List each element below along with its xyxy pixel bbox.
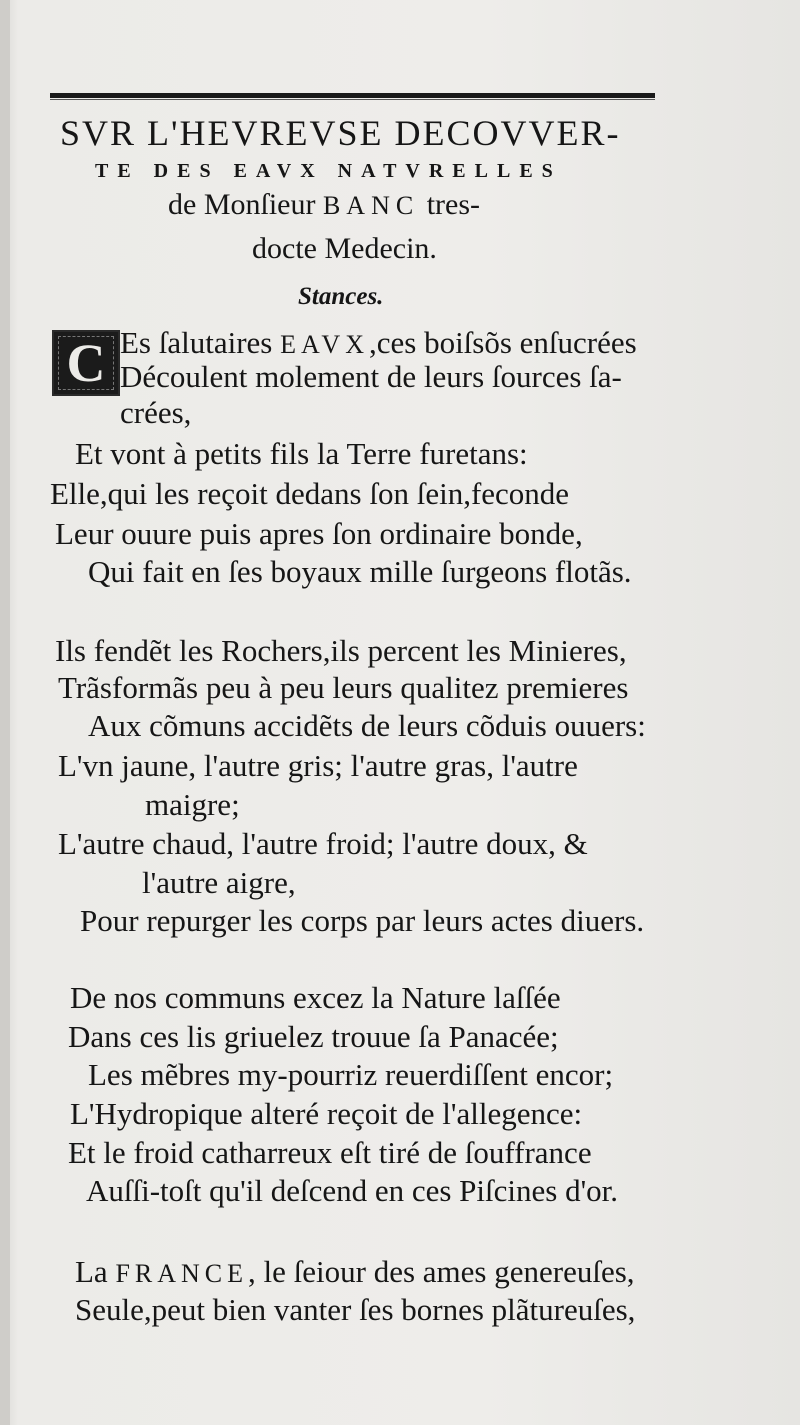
verse-line: Auſſi-toſt qu'il deſcend en ces Piſcines d'or. bbox=[86, 1173, 619, 1208]
verse-line bbox=[75, 1256, 635, 1287]
subtitle: Stances. bbox=[298, 283, 384, 310]
verse-line-post: , le ſeiour des ames genereuſes, bbox=[248, 1254, 635, 1289]
verse-line-post: ,ces boiſsõs enſucrées bbox=[368, 325, 637, 360]
verse-line: Les mẽbres my-pourriz reuerdiſſent encor; bbox=[88, 1057, 614, 1092]
verse-smallcaps: FRANCE bbox=[115, 1259, 249, 1288]
verse-line: L'autre chaud, l'autre froid; l'autre doux, & bbox=[58, 826, 588, 861]
verse-line: Découlent molement de leurs ſources ſa- bbox=[120, 359, 622, 394]
verse-line: maigre; bbox=[145, 787, 240, 822]
title-line-2: TE DES EAVX NATVRELLES bbox=[95, 160, 562, 182]
title-name-smallcaps: BANC bbox=[322, 191, 420, 220]
verse-line: l'autre aigre, bbox=[142, 865, 296, 900]
title-line-3-post: tres- bbox=[419, 188, 481, 221]
verse-line: Aux cõmuns accidẽts de leurs cõduis ouuers: bbox=[88, 708, 646, 743]
verse-line: Leur ouure puis apres ſon ordinaire bonde, bbox=[55, 516, 583, 551]
header-rule-thin bbox=[50, 99, 655, 100]
verse-line: Et vont à petits fils la Terre furetans: bbox=[75, 436, 528, 471]
ornamental-drop-cap: C bbox=[52, 330, 120, 396]
verse-line: Et le froid catharreux eſt tiré de ſouffrance bbox=[68, 1135, 592, 1170]
verse-line: crées, bbox=[120, 395, 192, 430]
verse-line-pre: La bbox=[75, 1254, 116, 1289]
verse-line: Qui fait en ſes boyaux mille ſurgeons flotãs. bbox=[88, 554, 632, 589]
verse-line: Seule,peut bien vanter ſes bornes plãtureuſes, bbox=[75, 1292, 636, 1327]
title-line-3 bbox=[168, 188, 480, 222]
verse-line-pre: Es ſalutaires bbox=[120, 325, 281, 360]
verse-line: L'Hydropique alteré reçoit de l'allegence: bbox=[70, 1096, 583, 1131]
verse-line: Trãsformãs peu à peu leurs qualitez premieres bbox=[58, 670, 629, 705]
verse-line: L'vn jaune, l'autre gris; l'autre gras, l'autre bbox=[58, 748, 578, 783]
verse-smallcaps: EAVX bbox=[280, 330, 369, 359]
verse-line: Pour repurger les corps par leurs actes diuers. bbox=[80, 903, 645, 938]
header-rule bbox=[50, 93, 655, 98]
title-line-4: docte Medecin. bbox=[252, 232, 437, 265]
verse-line: Dans ces lis griuelez trouue ſa Panacée; bbox=[68, 1019, 559, 1054]
title-line-3-pre: de Monſieur bbox=[168, 188, 323, 221]
verse-line: Elle,qui les reçoit dedans ſon ſein,feconde bbox=[50, 476, 570, 511]
page-gutter-shadow bbox=[0, 0, 10, 1425]
title-line-1: SVR L'HEVREVSE DECOVVER- bbox=[60, 113, 621, 153]
verse-line bbox=[120, 327, 637, 358]
verse-line: Ils fendẽt les Rochers,ils percent les Minieres, bbox=[55, 633, 627, 668]
verse-line: De nos communs excez la Nature laſſée bbox=[70, 980, 561, 1015]
